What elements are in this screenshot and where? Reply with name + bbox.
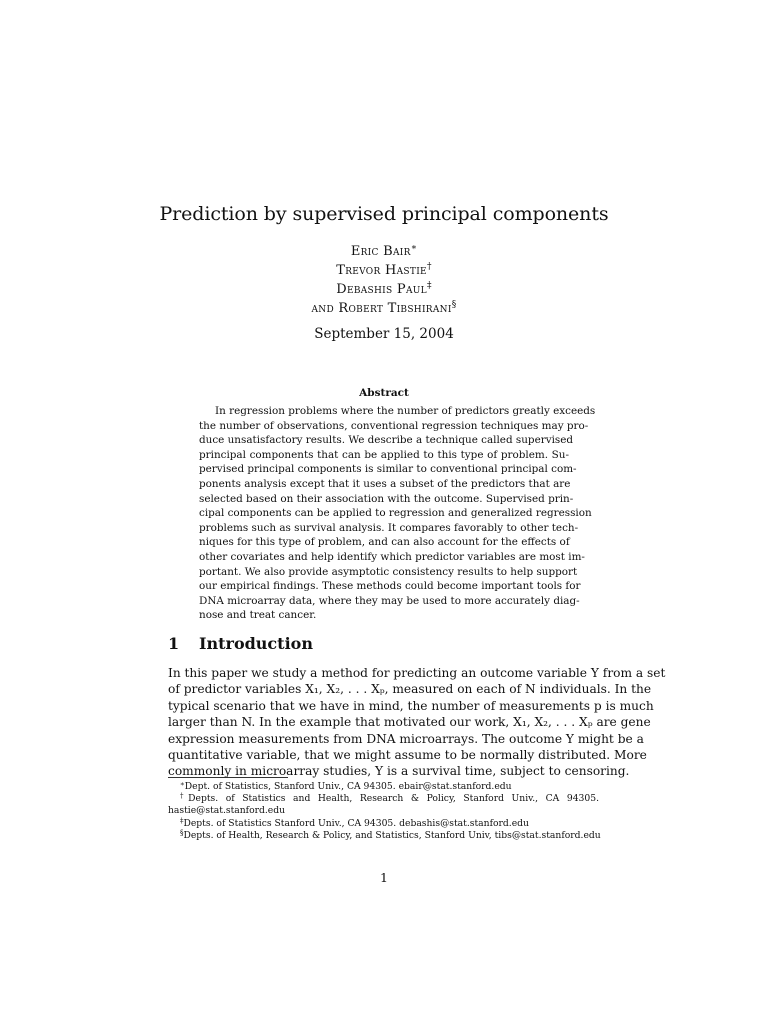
- introduction-paragraph: [168, 665, 666, 780]
- intro-line: expression measurements from DNA microarrays. The outcome Y might be a: [168, 731, 644, 746]
- intro-line: In this paper we study a method for predicting an outcome variable Y from a set: [168, 666, 666, 680]
- intro-line: commonly in microarray studies, Y is a survival time, subject to censoring.: [168, 764, 630, 779]
- page-number: 1: [380, 870, 388, 885]
- footnote-1: [168, 781, 599, 793]
- footnote-text: Dept. of Statistics, Stanford Univ., CA 94305. ebair@stat.stanford.edu: [184, 781, 512, 792]
- footnote-3: [168, 818, 599, 830]
- footnote-2: [168, 793, 599, 805]
- author-footnote-mark: †: [426, 262, 432, 272]
- abstract-line: the number of observations, conventional regression techniques may pro-: [199, 419, 589, 432]
- author-footnote-mark: ∗: [410, 243, 418, 253]
- paper-date: September 15, 2004: [314, 326, 454, 342]
- abstract-body: [199, 404, 596, 623]
- abstract-line: principal components that can be applied to this type of problem. Su-: [199, 448, 569, 461]
- author-footnote-mark: §: [451, 300, 457, 310]
- abstract-line: nose and treat cancer.: [199, 609, 317, 622]
- abstract-line: ponents analysis except that it uses a subset of the predictors that are: [199, 477, 571, 490]
- abstract-line: our empirical findings. These methods could become important tools for: [199, 580, 581, 593]
- footnote-text: Depts. of Statistics Stanford Univ., CA 94305. debashis@stat.stanford.edu: [183, 817, 529, 829]
- intro-line: quantitative variable, that we might assume to be normally distributed. More: [168, 748, 647, 763]
- author-hastie: [0, 261, 768, 280]
- abstract-line: selected based on their association with the outcome. Supervised prin-: [199, 492, 574, 505]
- author-name: Debashis Paul: [336, 282, 427, 297]
- abstract-line: In regression problems where the number of predictors greatly exceeds: [215, 405, 596, 417]
- author-name: Trevor Hastie: [336, 263, 427, 278]
- author-name: Eric Bair: [350, 244, 411, 259]
- intro-line: of predictor variables X₁, X₂, . . . Xₚ, measured on each of N individuals. In the: [168, 682, 652, 697]
- intro-line: larger than N. In the example that motivated our work, X₁, X₂, . . . Xₚ are gene: [168, 715, 651, 730]
- abstract-line: cipal components can be applied to regression and generalized regression: [199, 507, 592, 520]
- abstract-line: portant. We also provide asymptotic consistency results to help support: [199, 565, 578, 578]
- footnote-text: Depts. of Statistics and Health, Research & Policy, Stanford Univ., CA 94305.: [188, 793, 600, 805]
- footnote-2-continuation: hastie@stat.stanford.edu: [168, 805, 286, 817]
- footnote-4: [168, 830, 599, 842]
- abstract-line: problems such as survival analysis. It compares favorably to other tech-: [199, 521, 579, 534]
- abstract-line: niques for this type of problem, and can also account for the effects of: [199, 536, 570, 549]
- author-name: and Robert Tibshirani: [311, 301, 452, 316]
- footnotes: [168, 781, 599, 842]
- author-footnote-mark: ‡: [426, 281, 432, 291]
- abstract-heading: Abstract: [359, 387, 409, 399]
- abstract-line: other covariates and help identify which predictor variables are most im-: [199, 550, 585, 563]
- footnote-mark: ‡: [180, 816, 184, 825]
- section-title: Introduction: [199, 634, 313, 653]
- author-paul: [0, 280, 768, 299]
- author-bair: [0, 242, 768, 261]
- footnote-rule: [168, 777, 288, 778]
- section-heading-introduction: [168, 633, 313, 655]
- paper-title: Prediction by supervised principal components: [159, 203, 609, 225]
- footnote-mark: ∗: [180, 780, 185, 788]
- abstract-line: pervised principal components is similar to conventional principal com-: [199, 463, 577, 476]
- author-tibshirani: [0, 299, 768, 318]
- abstract-line: DNA microarray data, where they may be used to more accurately diag-: [199, 594, 580, 607]
- section-number: 1: [168, 634, 180, 653]
- abstract-line: duce unsatisfactory results. We describe a technique called supervised: [199, 434, 574, 447]
- footnote-mark: †: [180, 792, 189, 801]
- footnote-mark: §: [180, 828, 184, 837]
- author-list: [0, 242, 768, 318]
- intro-line: typical scenario that we have in mind, the number of measurements p is much: [168, 698, 654, 713]
- footnote-text: Depts. of Health, Research & Policy, and Statistics, Stanford Univ, tibs@stat.stanford.edu: [183, 829, 601, 841]
